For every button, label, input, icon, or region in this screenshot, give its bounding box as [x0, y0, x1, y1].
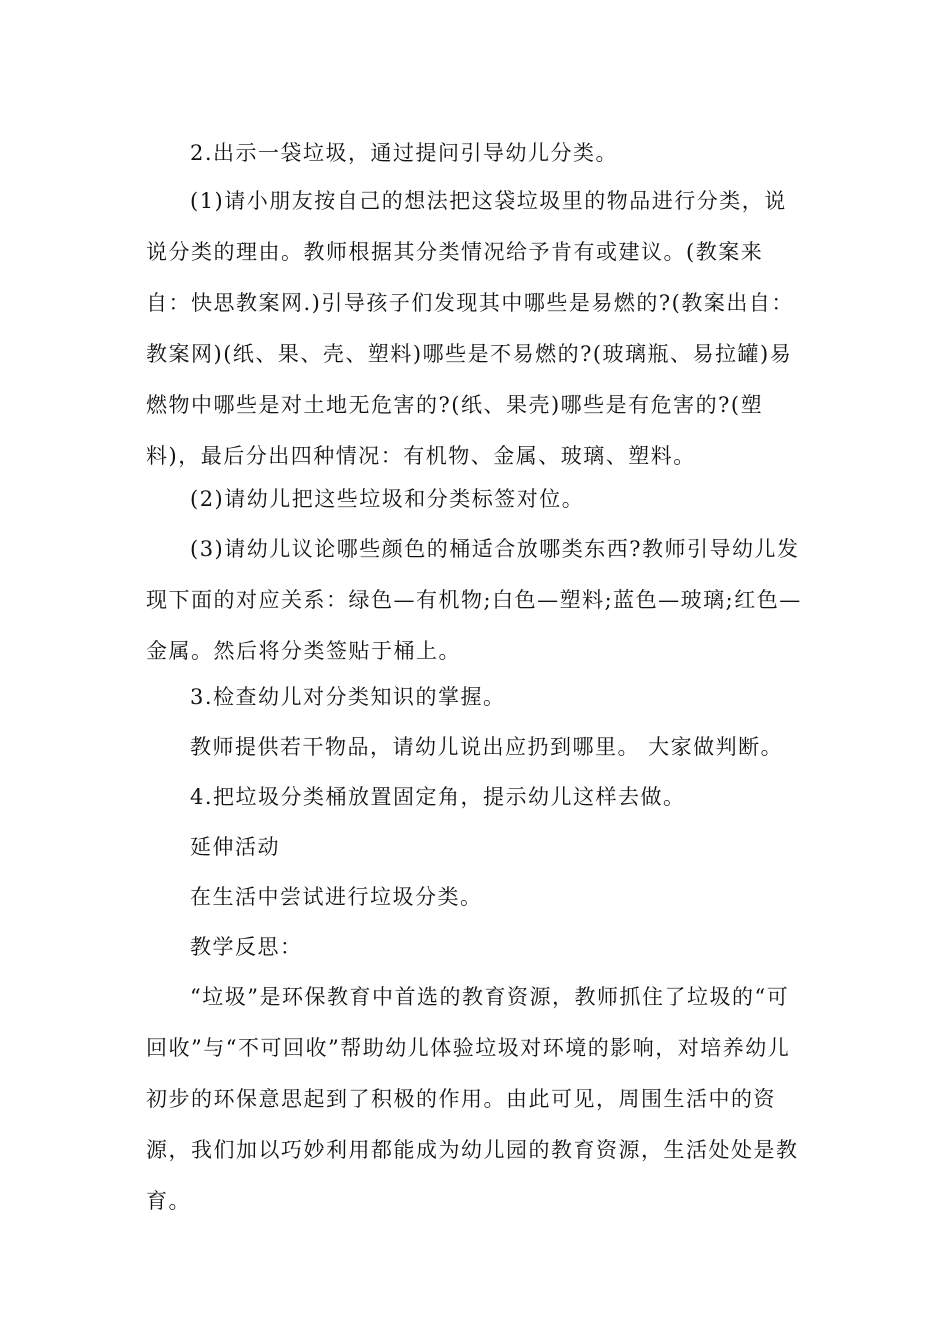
paragraph-reflection: “垃圾”是环保教育中首选的教育资源，教师抓住了垃圾的“可回收”与“不可回收”帮助幼儿体验垃圾对环境的影响，对培养幼儿初步的环保意思起到了积极的作用。由此可见，周围生活中的资源，我们加以巧妙利用都能成为幼儿园的教育资源，生活处处是教育。 [146, 985, 799, 1213]
paragraph-step-2-3: (3)请幼儿议论哪些颜色的桶适合放哪类东西?教师引导幼儿发现下面的对应关系：绿色—有机物;白色—塑料;蓝色—玻璃;红色—金属。然后将分类签贴于桶上。 [146, 537, 802, 663]
paragraph-step-3: 3.检查幼儿对分类知识的掌握。 [190, 685, 506, 709]
paragraph-step-2: 2.出示一袋垃圾，通过提问引导幼儿分类。 [190, 141, 619, 165]
paragraph-step-3-detail: 教师提供若干物品，请幼儿说出应扔到哪里。 大家做判断。 [190, 735, 784, 759]
paragraph-step-4: 4.把垃圾分类桶放置固定角，提示幼儿这样去做。 [190, 785, 686, 809]
heading-teaching-reflection: 教学反思： [190, 935, 303, 959]
paragraph-extension-detail: 在生活中尝试进行垃圾分类。 [190, 885, 483, 909]
paragraph-step-2-2: (2)请幼儿把这些垃圾和分类标签对位。 [190, 487, 585, 511]
paragraph-step-2-1: (1)请小朋友按自己的想法把这袋垃圾里的物品进行分类，说说分类的理由。教师根据其分类情况给予肯有或建议。(教案来自：快思教案网.)引导孩子们发现其中哪些是易燃的?(教案出自：教案网)(纸、果、壳、塑料)哪些是不易燃的?(玻璃瓶、易拉罐)易燃物中哪些是对土地无危害的?(纸、果壳)哪些是有危害的?(塑料)，最后分出四种情况：有机物、金属、玻璃、塑料。 [146, 189, 794, 468]
heading-extension-activity: 延伸活动 [190, 835, 280, 859]
